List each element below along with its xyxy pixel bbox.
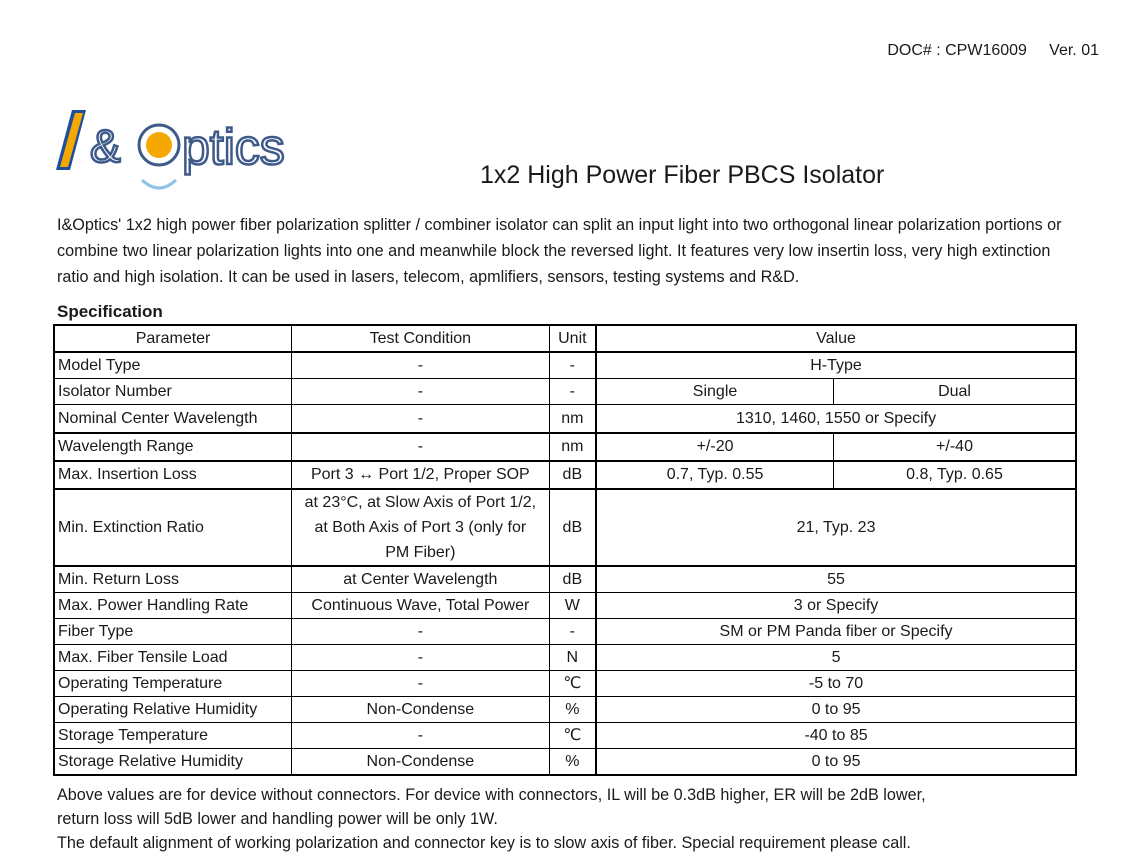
table-row <box>54 592 1076 618</box>
table-row <box>54 379 1076 405</box>
condition-cell: Continuous Wave, Total Power <box>292 592 550 618</box>
table-row <box>54 433 1076 461</box>
table-row <box>54 748 1076 775</box>
logo-graphic <box>56 104 316 194</box>
unit-cell: ℃ <box>549 722 596 748</box>
parameter-cell: Max. Fiber Tensile Load <box>54 644 292 670</box>
value-cell: 55 <box>596 566 1076 593</box>
value-dual-cell: 0.8, Typ. 0.65 <box>834 461 1076 489</box>
condition-cell <box>292 489 550 566</box>
doc-version: Ver. 01 <box>1049 42 1099 59</box>
note-line: return loss will 5dB lower and handling power will be only 1W. <box>57 810 498 828</box>
value-cell: 5 <box>596 644 1076 670</box>
note-line: The default alignment of working polarization and connector key is to slow axis of fiber. Special requirement please call. <box>57 834 911 852</box>
table-row <box>54 405 1076 433</box>
condition-cell: - <box>292 352 550 379</box>
unit-cell: - <box>549 352 596 379</box>
unit-cell: W <box>549 592 596 618</box>
table-row <box>54 644 1076 670</box>
product-title: 1x2 High Power Fiber PBCS Isolator <box>480 161 885 189</box>
company-logo <box>56 104 316 194</box>
parameter-cell: Model Type <box>54 352 292 379</box>
value-cell: H-Type <box>596 352 1076 379</box>
value-cell: 1310, 1460, 1550 or Specify <box>596 405 1076 433</box>
value-single-cell: Single <box>596 379 833 405</box>
unit-cell: dB <box>549 489 596 566</box>
header-value: Value <box>596 325 1076 352</box>
unit-cell: % <box>549 696 596 722</box>
doc-number: DOC# : CPW16009 <box>887 42 1027 59</box>
value-single-cell: 0.7, Typ. 0.55 <box>596 461 833 489</box>
unit-cell: - <box>549 379 596 405</box>
condition-cell: Non-Condense <box>292 696 550 722</box>
condition-cell: Non-Condense <box>292 748 550 775</box>
table-row <box>54 489 1076 566</box>
condition-cell: - <box>292 433 550 461</box>
value-cell: 3 or Specify <box>596 592 1076 618</box>
table-row <box>54 352 1076 379</box>
condition-line: at 23°C, at Slow Axis of Port 1/2, <box>304 493 537 511</box>
unit-cell: nm <box>549 405 596 433</box>
condition-cell: - <box>292 644 550 670</box>
unit-cell: nm <box>549 433 596 461</box>
value-cell: -5 to 70 <box>596 670 1076 696</box>
condition-cell: - <box>292 722 550 748</box>
table-row <box>54 461 1076 489</box>
header-unit: Unit <box>549 325 596 352</box>
value-cell: -40 to 85 <box>596 722 1076 748</box>
parameter-cell: Min. Extinction Ratio <box>54 489 292 566</box>
value-dual-cell: Dual <box>834 379 1076 405</box>
condition-line: PM Fiber) <box>385 543 456 561</box>
header-parameter: Parameter <box>54 325 292 352</box>
unit-cell: ℃ <box>549 670 596 696</box>
product-description: I&Optics' 1x2 high power fiber polarization splitter / combiner isolator can split an input light into two orthogonal linear polarization portions or combine two linear polarization lights into one and meanwhile block the reversed light. It features very low insertin loss, very high extinction ratio and high isolation. It can be used in lasers, telecom, apmlifiers, sensors, testing systems and R&D. <box>57 216 1062 286</box>
table-header-row <box>54 325 1076 352</box>
condition-cell: at Center Wavelength <box>292 566 550 593</box>
table-row <box>54 670 1076 696</box>
specification-table <box>53 324 1077 776</box>
parameter-cell: Max. Insertion Loss <box>54 461 292 489</box>
document-reference <box>887 42 1099 60</box>
parameter-cell: Nominal Center Wavelength <box>54 405 292 433</box>
table-row <box>54 566 1076 593</box>
value-cell: 0 to 95 <box>596 748 1076 775</box>
condition-line: at Both Axis of Port 3 (only for <box>314 518 527 536</box>
table-row <box>54 618 1076 644</box>
unit-cell: dB <box>549 566 596 593</box>
header-condition: Test Condition <box>292 325 550 352</box>
svg-text:&: & <box>90 120 121 172</box>
condition-cell: - <box>292 670 550 696</box>
condition-cell: - <box>292 618 550 644</box>
parameter-cell: Storage Temperature <box>54 722 292 748</box>
value-cell: 21, Typ. 23 <box>596 489 1076 566</box>
value-single-cell: +/-20 <box>596 433 833 461</box>
value-dual-cell: +/-40 <box>834 433 1076 461</box>
parameter-cell: Min. Return Loss <box>54 566 292 593</box>
condition-cell: - <box>292 405 550 433</box>
parameter-cell: Operating Temperature <box>54 670 292 696</box>
value-cell: SM or PM Panda fiber or Specify <box>596 618 1076 644</box>
parameter-cell: Max. Power Handling Rate <box>54 592 292 618</box>
specification-heading: Specification <box>57 302 163 321</box>
condition-cell: Port 3 ↔ Port 1/2, Proper SOP <box>292 461 550 489</box>
unit-cell: % <box>549 748 596 775</box>
parameter-cell: Operating Relative Humidity <box>54 696 292 722</box>
unit-cell: N <box>549 644 596 670</box>
condition-cell: - <box>292 379 550 405</box>
parameter-cell: Wavelength Range <box>54 433 292 461</box>
parameter-cell: Fiber Type <box>54 618 292 644</box>
notes-section <box>57 783 1097 855</box>
unit-cell: dB <box>549 461 596 489</box>
parameter-cell: Storage Relative Humidity <box>54 748 292 775</box>
value-cell: 0 to 95 <box>596 696 1076 722</box>
table-row <box>54 722 1076 748</box>
note-line: Above values are for device without connectors. For device with connectors, IL will be 0.3dB higher, ER will be 2dB lower, <box>57 786 926 804</box>
parameter-cell: Isolator Number <box>54 379 292 405</box>
table-row <box>54 696 1076 722</box>
unit-cell: - <box>549 618 596 644</box>
svg-text:ptics: ptics <box>182 119 285 175</box>
